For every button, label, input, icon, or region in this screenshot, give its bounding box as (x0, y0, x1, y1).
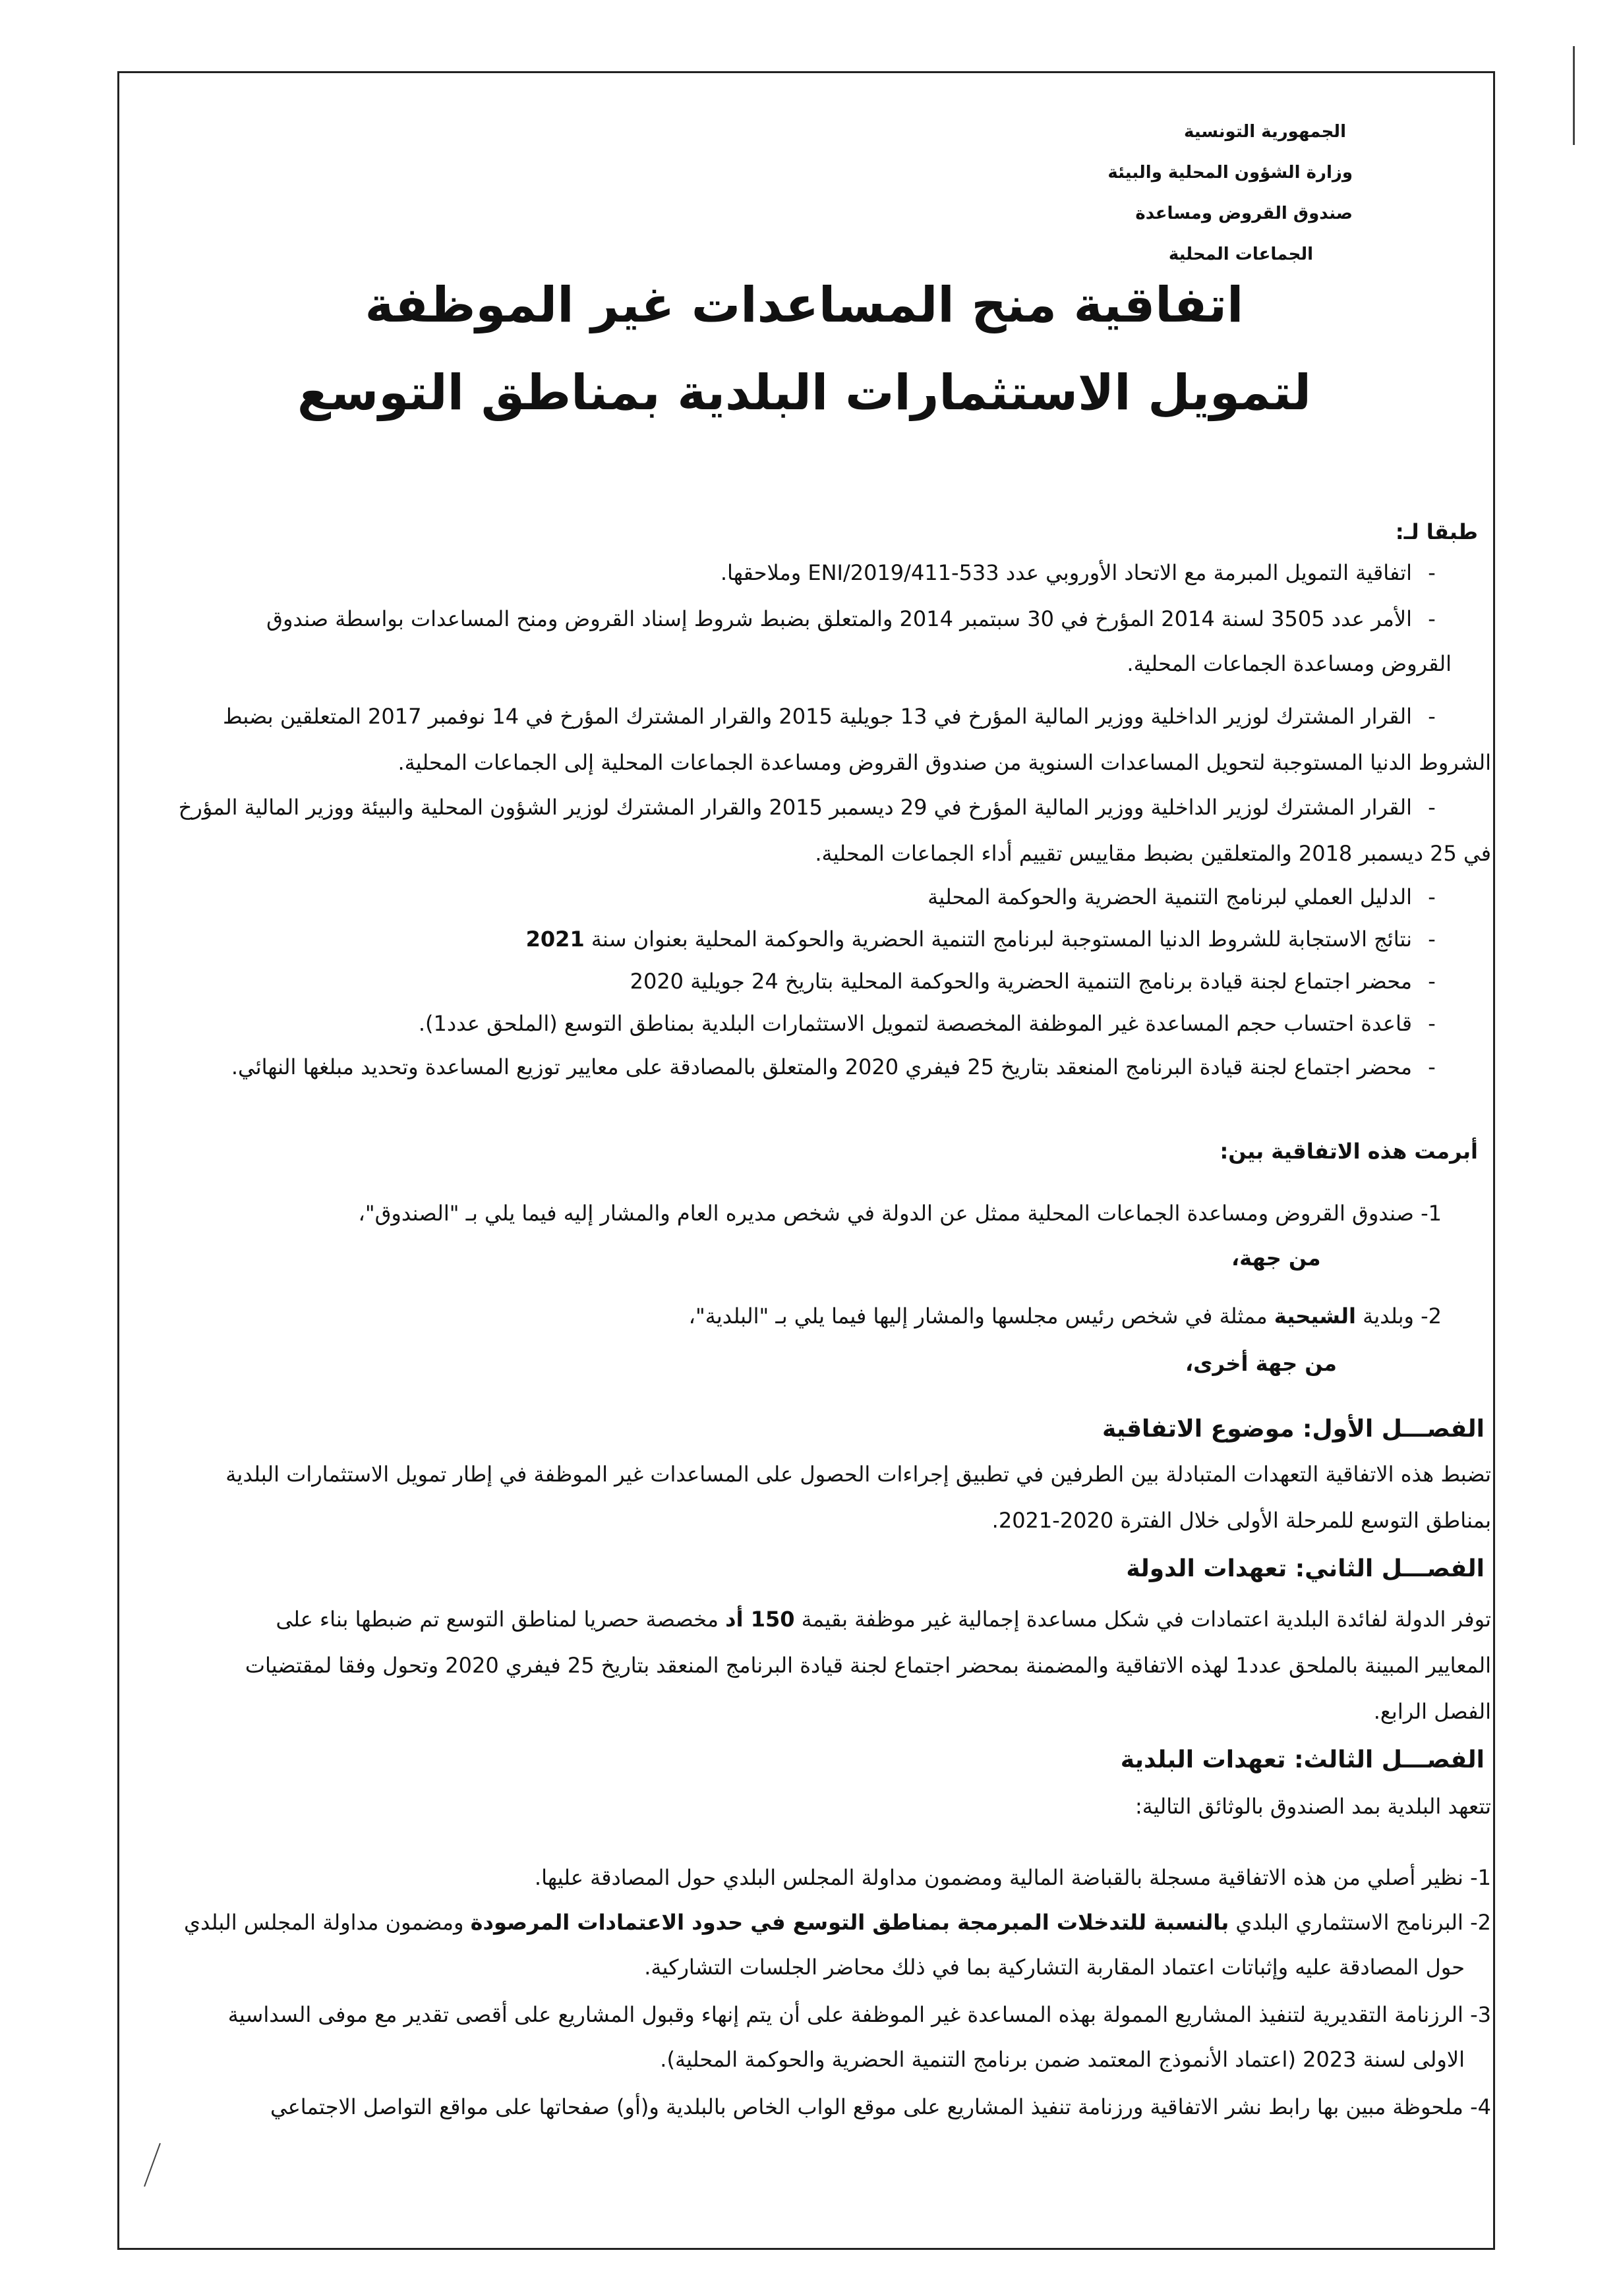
chapter-1-title: الفصـــل الأول: موضوع الاتفاقية (1102, 1416, 1485, 1443)
reference-item: -قاعدة احتساب حجم المساعدة غير الموظفة المخصصة لتمويل الاستثمارات البلدية بمناطق التوسع (الملحق عدد1). (418, 1011, 1436, 1036)
scan-mark (1573, 46, 1575, 145)
reference-item: -الأمر عدد 3505 لسنة 2014 المؤرخ في 30 سبتمبر 2014 والمتعلق بضبط شروط إسناد القروض ومنح المساعدات بواسطة صندوق (266, 606, 1436, 631)
chapter-3-item-4: 4- ملحوظة مبين بها رابط نشر الاتفاقية ورزنامة تنفيذ المشاريع على موقع الواب الخاص بالبلدية و(أو) صفحاتها على مواقع التواصل الاجتماعي (270, 2094, 1491, 2119)
page-title-line1: اتفاقية منح المساعدات غير الموظفة (365, 277, 1244, 333)
chapter-3-intro: تتعهد البلدية بمد الصندوق بالوثائق التالية: (1134, 1794, 1491, 1819)
page-title-line2: لتمويل الاستثمارات البلدية بمناطق التوسع (297, 364, 1312, 421)
header-ministry: وزارة الشؤون المحلية والبيئة (1107, 163, 1353, 183)
chapter-3-item-3-cont: الاولى لسنة 2023 (اعتماد الأنموذج المعتمد ضمن برنامج التنمية الحضرية والحوكمة المحلية). (660, 2047, 1465, 2072)
chapter-3-item-2-cont: حول المصادقة عليه وإثباتات اعتماد المقاربة التشاركية بما في ذلك محاضر الجلسات التشاركية. (644, 1955, 1465, 1980)
reference-item: -اتفاقية التمويل المبرمة مع الاتحاد الأوروبي عدد ENI/2019/411-533 وملاحقها. (720, 560, 1436, 585)
chapter-3-item-3: 3- الرزنامة التقديرية لتنفيذ المشاريع الممولة بهذه المساعدة غير الموظفة على أن يتم إنهاء وقبول المشاريع على أقصى تقدير مع موفى السداسية (227, 2002, 1491, 2027)
document-page (117, 71, 1491, 2246)
chapter-2-line3: الفصل الرابع. (1373, 1699, 1491, 1724)
chapter-2-title: الفصـــل الثاني: تعهدات الدولة (1126, 1555, 1485, 1582)
party-fund: 1- صندوق القروض ومساعدة الجماعات المحلية ممثل عن الدولة في شخص مديره العام والمشار إليه فيما يلي بـ "الصندوق"، (358, 1201, 1442, 1226)
chapter-1-line1: تضبط هذه الاتفاقية التعهدات المتبادلة بين الطرفين في تطبيق إجراءات الحصول على المساعدات غير الموظفة في إطار تمويل الاستثمارات البلدية (225, 1462, 1491, 1487)
chapter-3-item-2: 2- البرنامج الاستثماري البلدي بالنسبة للتدخلات المبرمجة بمناطق التوسع في حدود الاعتمادات المرصودة ومضمون مداولة المجلس البلدي (183, 1910, 1491, 1935)
party-side-2: من جهة أخرى، (1185, 1351, 1337, 1376)
chapter-1-line2: بمناطق التوسع للمرحلة الأولى خلال الفترة 2020-2021. (991, 1508, 1491, 1533)
header-republic: الجمهورية التونسية (1183, 122, 1346, 142)
reference-item: -نتائج الاستجابة للشروط الدنيا المستوجبة لبرنامج التنمية الحضرية والحوكمة المحلية بعنوان سنة 2021 (525, 927, 1436, 952)
parties-heading: أبرمت هذه الاتفاقية بين: (1220, 1139, 1478, 1164)
party-municipality: 2- وبلدية الشيحية ممثلة في شخص رئيس مجلسها والمشار إليها فيما يلي بـ "البلدية"، (688, 1304, 1442, 1329)
reference-item: -الدليل العملي لبرنامج التنمية الحضرية والحوكمة المحلية (927, 884, 1436, 909)
chapter-2-line1: توفر الدولة لفائدة البلدية اعتمادات في شكل مساعدة إجمالية غير موظفة بقيمة 150 أد مخصصة حصريا لمناطق التوسع تم ضبطها بناء على (276, 1607, 1491, 1632)
chapter-2-line2: المعايير المبينة بالملحق عدد1 لهذه الاتفاقية والمضمنة بمحضر اجتماع لجنة قيادة البرنامج المنعقد بتاريخ 25 فيفري 2020 وتحول وفقا لمقتضيات (245, 1653, 1491, 1678)
municipality-name: الشيحية (1274, 1304, 1356, 1329)
reference-item: -محضر اجتماع لجنة قيادة برنامج التنمية الحضرية والحوكمة المحلية بتاريخ 24 جويلية 2020 (630, 969, 1436, 994)
references-heading: طبقا لـ: (1395, 519, 1478, 544)
reference-item-cont: القروض ومساعدة الجماعات المحلية. (1127, 651, 1452, 676)
chapter-3-item-1: 1- نظير أصلي من هذه الاتفاقية مسجلة بالقباضة المالية ومضمون مداولة المجلس البلدي حول المصادقة عليها. (534, 1865, 1491, 1890)
reference-item: -القرار المشترك لوزير الداخلية ووزير المالية المؤرخ في 13 جويلية 2015 والقرار المشترك المؤرخ في 14 نوفمبر 2017 المتعلقين بضبط (222, 704, 1436, 729)
reference-item-cont: في 25 ديسمبر 2018 والمتعلقين بضبط مقاييس تقييم أداء الجماعات المحلية. (815, 841, 1491, 866)
aid-amount: 150 أد (725, 1607, 795, 1632)
party-side-1: من جهة، (1231, 1246, 1321, 1271)
header-fund-cont: الجماعات المحلية (1168, 244, 1313, 264)
header-fund: صندوق القروض ومساعدة (1135, 204, 1353, 223)
reference-item-cont: الشروط الدنيا المستوجبة لتحويل المساعدات السنوية من صندوق القروض ومساعدة الجماعات المحلية إلى الجماعات المحلية. (397, 750, 1491, 775)
reference-item: -محضر اجتماع لجنة قيادة البرنامج المنعقد بتاريخ 25 فيفري 2020 والمتعلق بالمصادقة على معايير توزيع المساعدة وتحديد مبلغها النهائي. (231, 1054, 1436, 1079)
reference-item: -القرار المشترك لوزير الداخلية ووزير المالية المؤرخ في 29 ديسمبر 2015 والقرار المشترك لوزير الشؤون المحلية والبيئة ووزير المالية المؤرخ (178, 795, 1436, 820)
chapter-3-title: الفصـــل الثالث: تعهدات البلدية (1120, 1746, 1485, 1773)
